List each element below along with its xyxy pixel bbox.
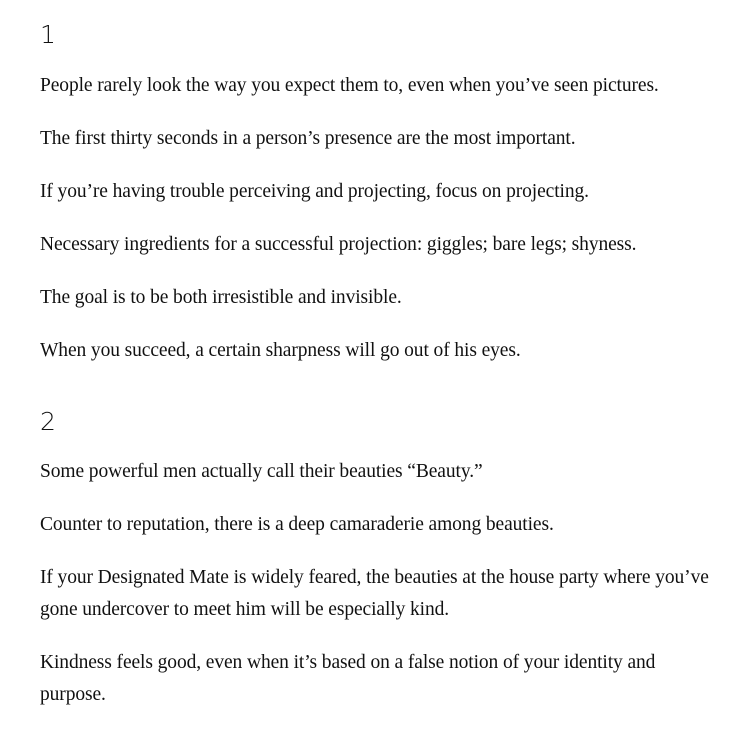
paragraph: The goal is to be both irresistible and invisible. — [40, 287, 402, 308]
section-2 — [40, 407, 716, 711]
section-1 — [40, 0, 716, 367]
paragraph: Necessary ingredients for a successful projection: giggles; bare legs; shyness. — [40, 234, 637, 255]
paragraph: If you’re having trouble perceiving and projecting, focus on projecting. — [40, 181, 589, 202]
paragraph: People rarely look the way you expect them to, even when you’ve seen pictures. — [40, 75, 659, 96]
paragraph: Kindness feels good, even when it’s based on a false notion of your identity and purpose. — [40, 652, 656, 705]
paragraph: Counter to reputation, there is a deep camaraderie among beauties. — [40, 514, 554, 535]
section-heading: 2 — [40, 407, 56, 436]
paragraph: When you succeed, a certain sharpness will go out of his eyes. — [40, 340, 521, 361]
paragraph: Some powerful men actually call their beauties “Beauty.” — [40, 461, 483, 482]
paragraph: If your Designated Mate is widely feared, the beauties at the house party where you’ve gone undercover to meet him will be especially kind. — [40, 567, 709, 620]
paragraph: The first thirty seconds in a person’s presence are the most important. — [40, 128, 576, 149]
section-heading: 1 — [40, 20, 56, 49]
